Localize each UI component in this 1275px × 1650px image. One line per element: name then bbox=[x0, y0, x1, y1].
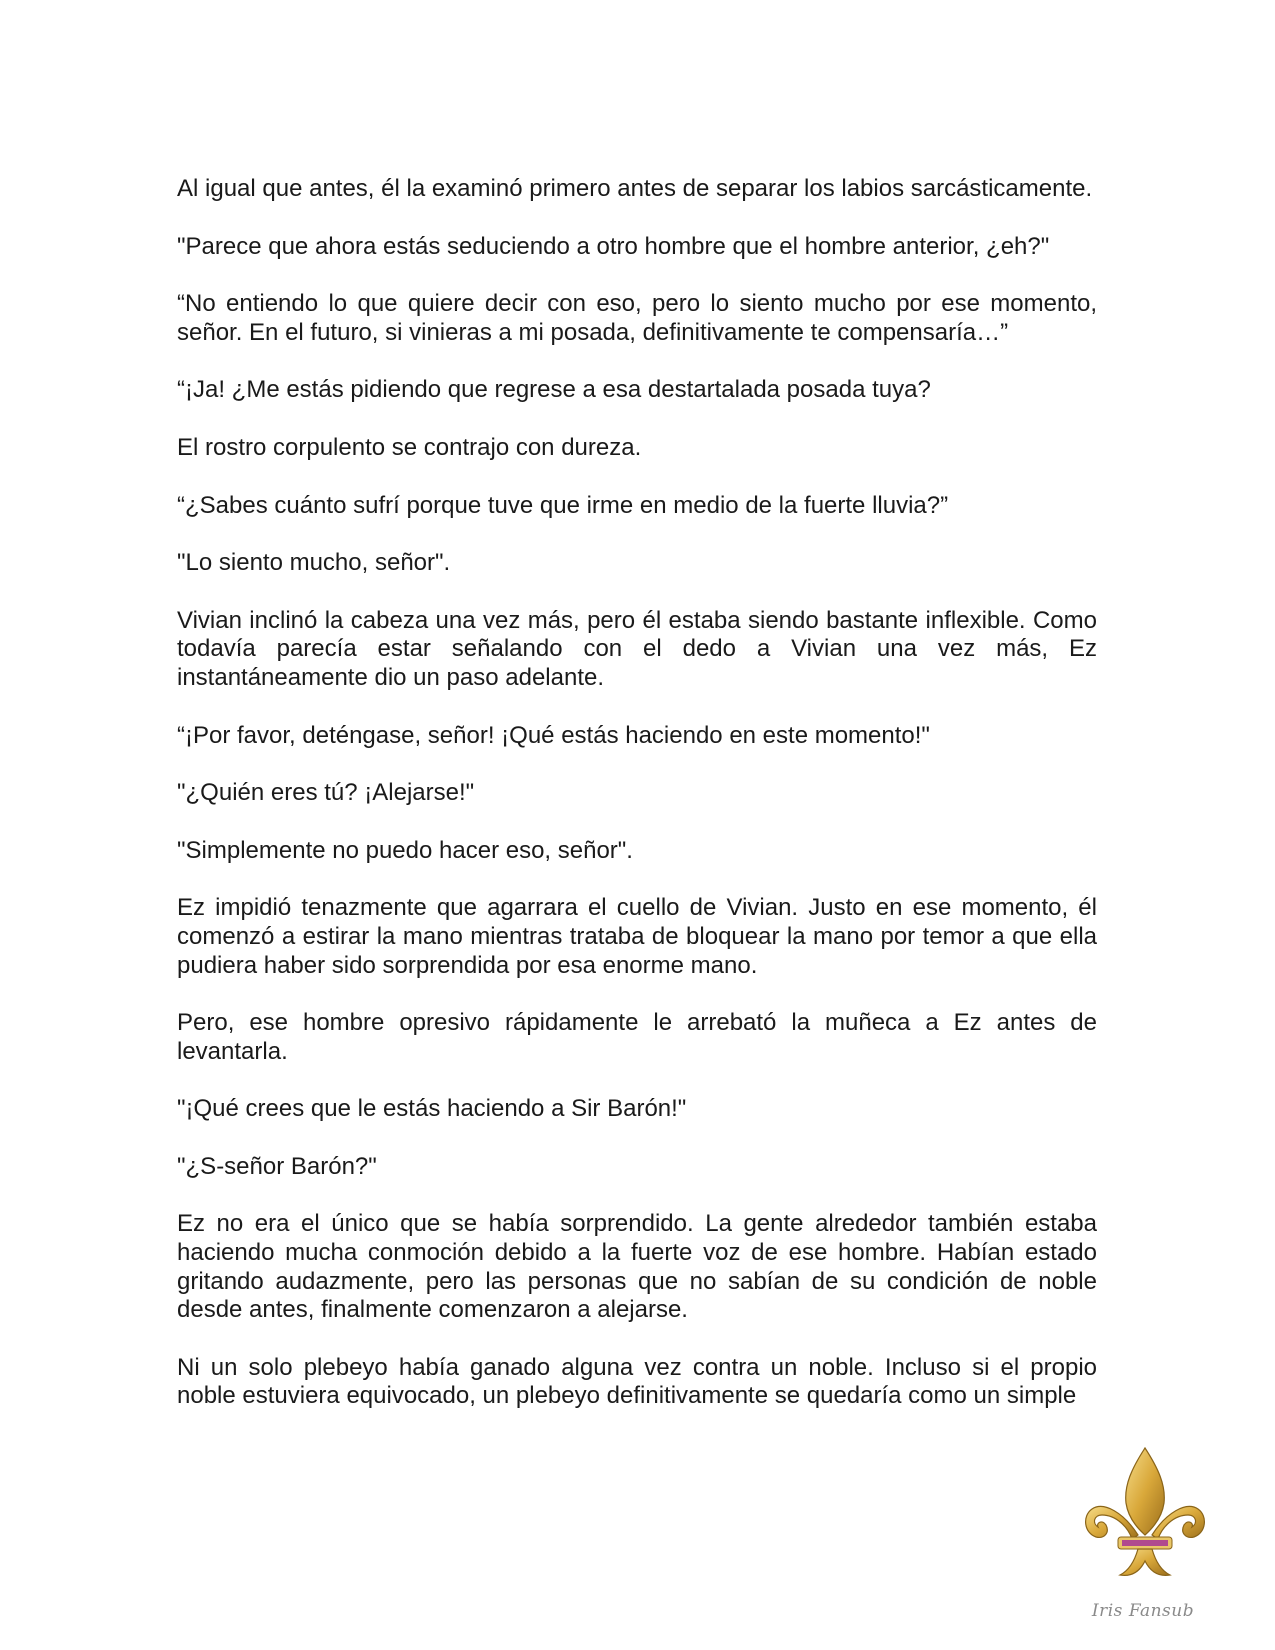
paragraph: "¡Qué crees que le estás haciendo a Sir Barón!" bbox=[177, 1095, 687, 1123]
fansub-watermark bbox=[1080, 1443, 1220, 1633]
paragraph: Pero, ese hombre opresivo rápidamente le arrebató la muñeca a Ez antes de levantarla. bbox=[177, 1009, 1097, 1065]
fleur-de-lis-icon bbox=[1080, 1443, 1210, 1593]
document-body bbox=[177, 175, 1097, 1440]
paragraph: Al igual que antes, él la examinó primero antes de separar los labios sarcásticamente. bbox=[177, 175, 1093, 202]
paragraph: "¿S-señor Barón?" bbox=[177, 1152, 377, 1180]
paragraph: El rostro corpulento se contrajo con dureza. bbox=[177, 433, 642, 461]
paragraph: Ez impidió tenazmente que agarrara el cuello de Vivian. Justo en ese momento, él comenzó a estirar la mano mientras trataba de bloquear la mano por temor a que ella pudiera haber sido sorprendida por esa enorme mano. bbox=[177, 894, 1097, 979]
paragraph: Vivian inclinó la cabeza una vez más, pero él estaba siendo bastante inflexible. Como todavía parecía estar señalando con el dedo a Vivian una vez más, Ez instantáneamente dio un paso adelante. bbox=[177, 606, 1097, 691]
paragraph: "Lo siento mucho, señor". bbox=[177, 549, 451, 577]
paragraph: "¿Quién eres tú? ¡Alejarse!" bbox=[177, 779, 475, 807]
paragraph: “¡Por favor, deténgase, señor! ¡Qué estás haciendo en este momento!" bbox=[177, 721, 930, 749]
paragraph: “¡Ja! ¿Me estás pidiendo que regrese a esa destartalada posada tuya? bbox=[177, 376, 931, 404]
paragraph: “¿Sabes cuánto sufrí porque tuve que irme en medio de la fuerte lluvia?” bbox=[177, 491, 949, 519]
paragraph: "Parece que ahora estás seduciendo a otro hombre que el hombre anterior, ¿eh?" bbox=[177, 232, 1050, 260]
paragraph: Ni un solo plebeyo había ganado alguna vez contra un noble. Incluso si el propio noble estuviera equivocado, un plebeyo definitivamente se quedaría como un simple bbox=[177, 1353, 1097, 1410]
paragraph: "Simplemente no puedo hacer eso, señor". bbox=[177, 836, 633, 864]
paragraph: Ez no era el único que se había sorprendido. La gente alrededor también estaba haciendo mucha conmoción debido a la fuerte voz de ese hombre. Habían estado gritando audazmente, pero las personas que no sabían de su condición de noble desde antes, finalmente comenzaron a alejarse. bbox=[177, 1210, 1097, 1324]
paragraph: “No entiendo lo que quiere decir con eso, pero lo siento mucho por ese momento, señor. En el futuro, si vinieras a mi posada, definitivamente te compensaría…” bbox=[177, 290, 1097, 346]
fansub-signature: Iris Fansub bbox=[1091, 1601, 1195, 1621]
